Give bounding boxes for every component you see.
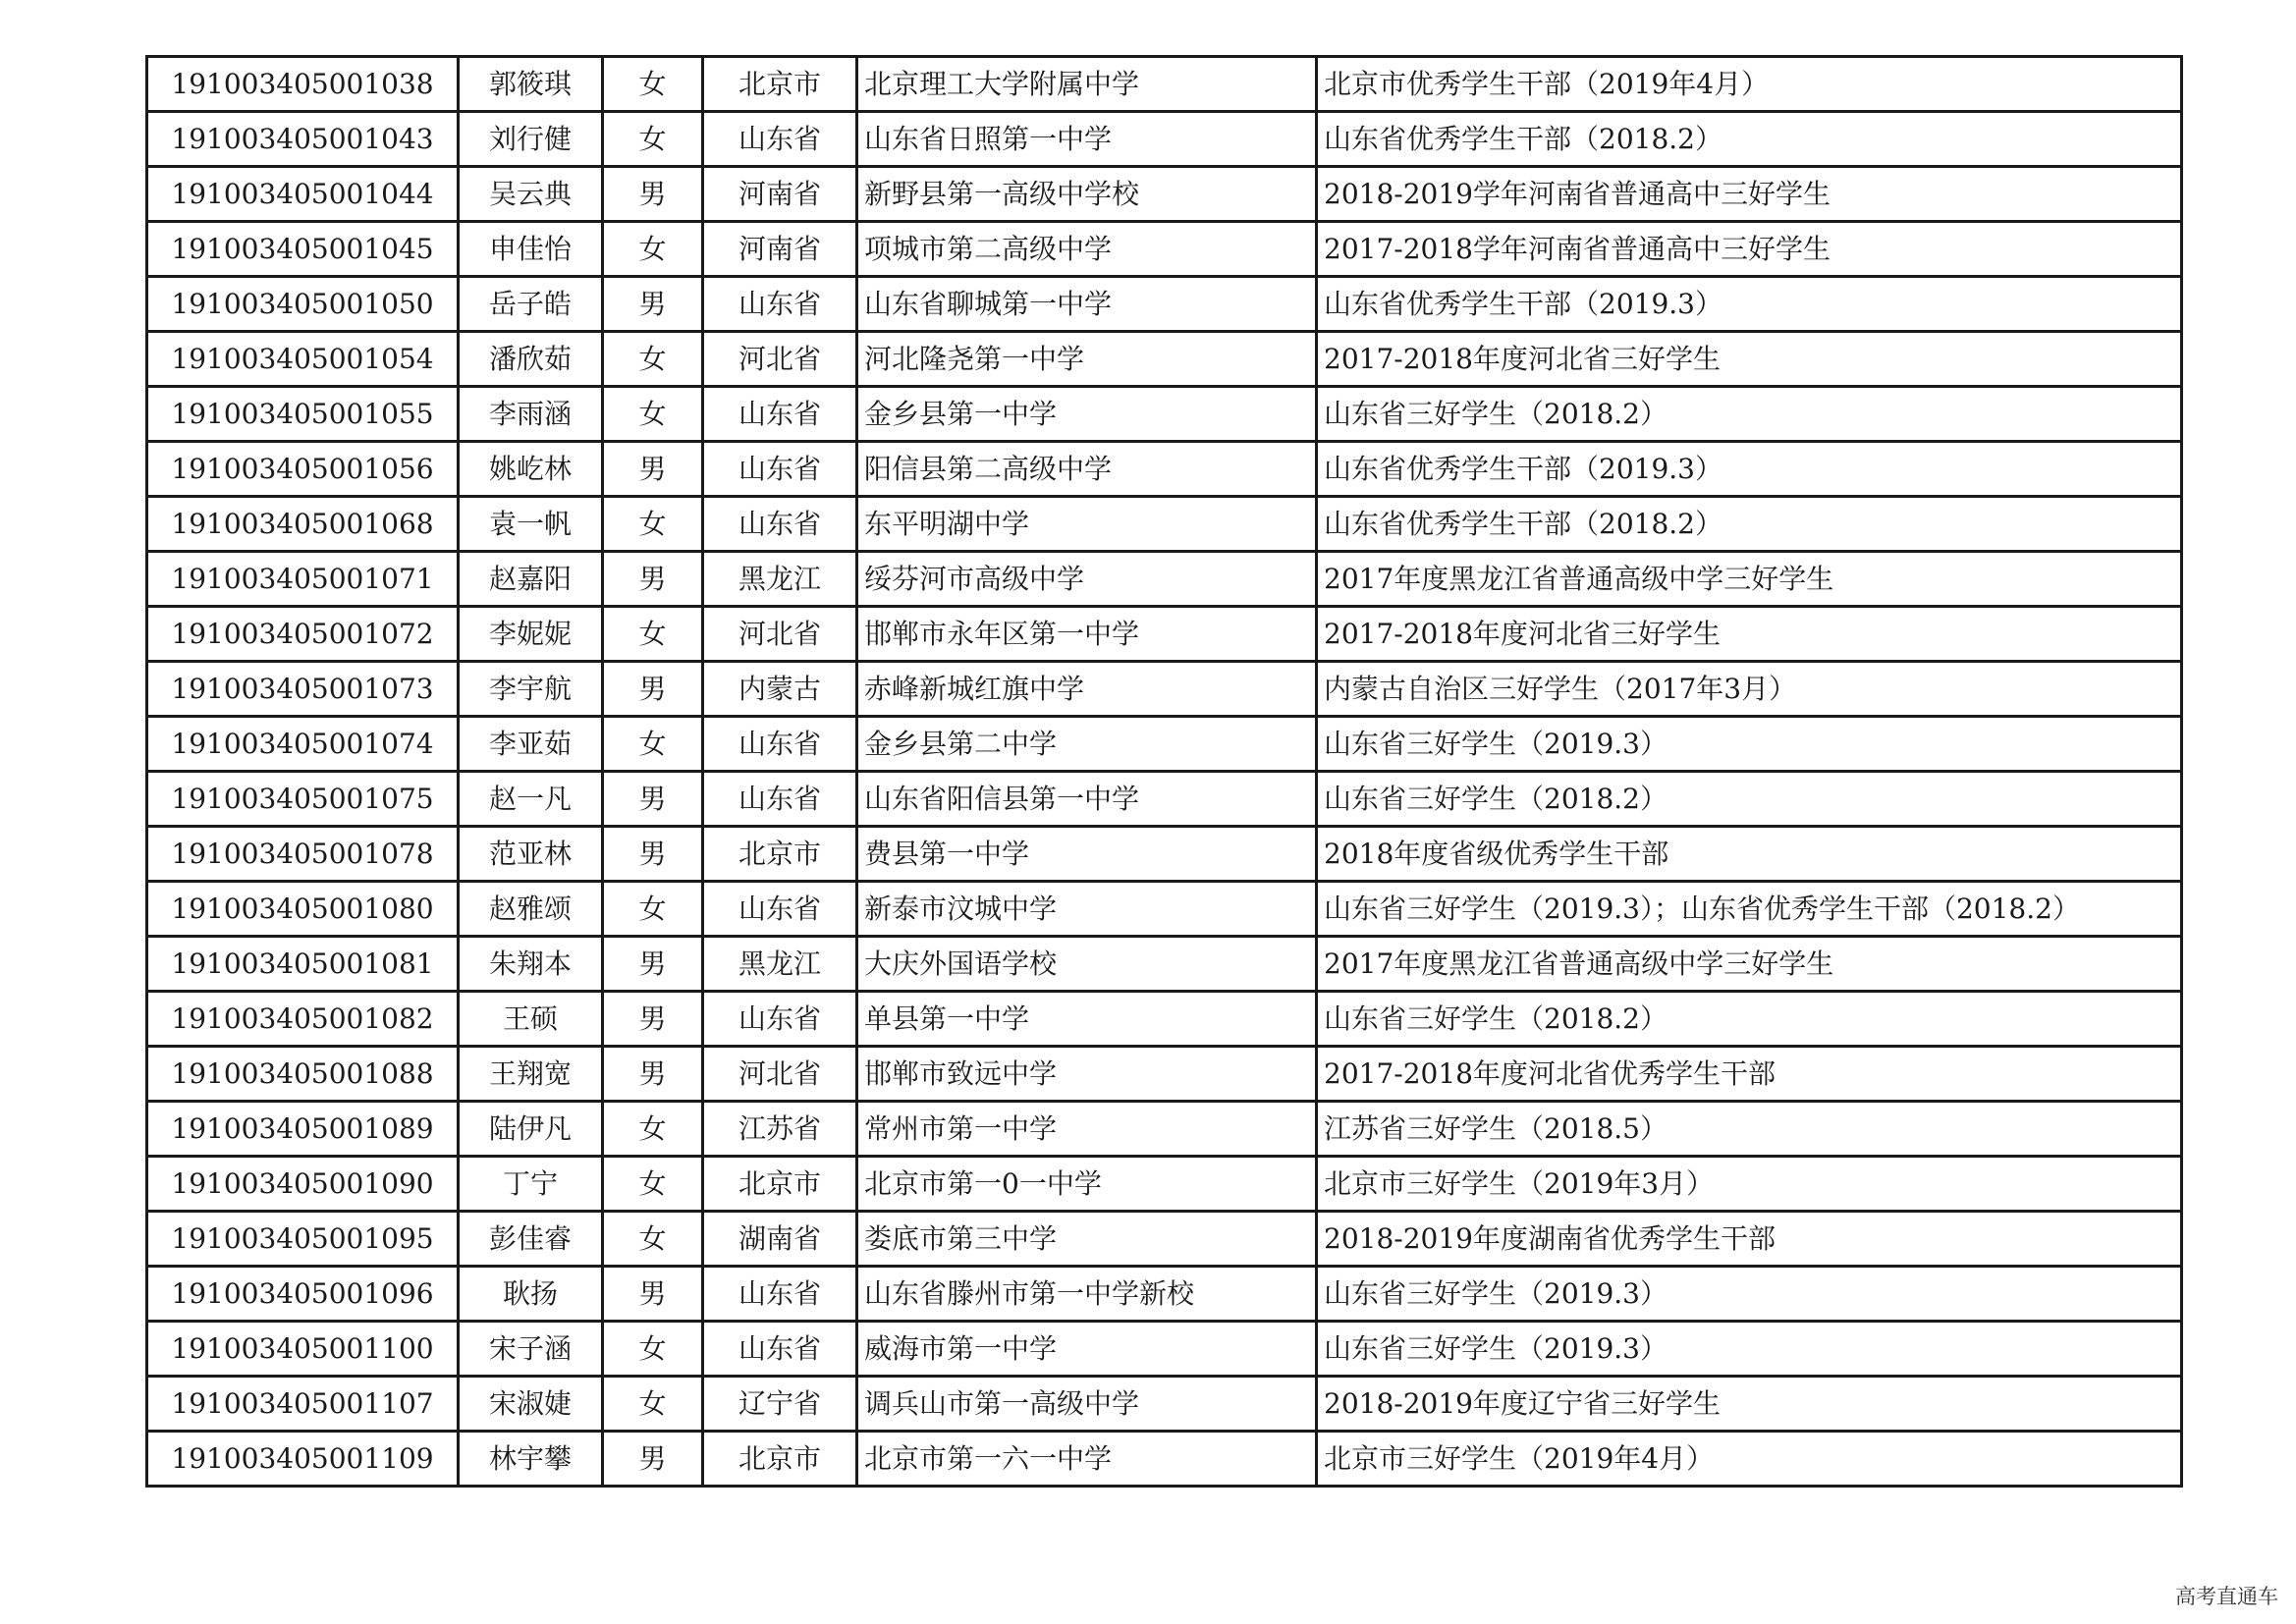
cell-gender: 女 [603,112,703,167]
cell-school: 北京市第一0一中学 [857,1157,1317,1212]
cell-province: 河北省 [703,1047,857,1102]
table-row [147,1377,2182,1432]
cell-honor: 2018-2019年度湖南省优秀学生干部 [1317,1212,2182,1267]
cell-school: 常州市第一中学 [857,1102,1317,1157]
cell-student-name: 彭佳睿 [459,1212,603,1267]
cell-student-id: 191003405001082 [147,992,459,1047]
cell-honor: 山东省三好学生（2019.3） [1317,1322,2182,1377]
cell-province: 山东省 [703,992,857,1047]
table-row [147,1212,2182,1267]
cell-province: 北京市 [703,1432,857,1487]
cell-gender: 男 [603,1432,703,1487]
cell-gender: 男 [603,772,703,827]
cell-province: 山东省 [703,112,857,167]
table-row [147,1047,2182,1102]
cell-student-id: 191003405001078 [147,827,459,882]
cell-gender: 女 [603,882,703,937]
cell-school: 费县第一中学 [857,827,1317,882]
table-row [147,717,2182,772]
table-row [147,1267,2182,1322]
cell-school: 山东省阳信县第一中学 [857,772,1317,827]
cell-province: 湖南省 [703,1212,857,1267]
cell-province: 江苏省 [703,1102,857,1157]
cell-school: 东平明湖中学 [857,497,1317,552]
table-row [147,167,2182,222]
table-row [147,497,2182,552]
cell-school: 大庆外国语学校 [857,937,1317,992]
cell-province: 河南省 [703,167,857,222]
cell-province: 山东省 [703,717,857,772]
table-row [147,772,2182,827]
cell-province: 河北省 [703,607,857,662]
cell-student-name: 吴云典 [459,167,603,222]
cell-honor: 江苏省三好学生（2018.5） [1317,1102,2182,1157]
cell-school: 阳信县第二高级中学 [857,442,1317,497]
cell-province: 山东省 [703,387,857,442]
cell-school: 邯郸市永年区第一中学 [857,607,1317,662]
cell-gender: 男 [603,277,703,332]
cell-student-name: 姚屹林 [459,442,603,497]
table-row [147,442,2182,497]
cell-student-name: 赵雅颂 [459,882,603,937]
cell-honor: 内蒙古自治区三好学生（2017年3月） [1317,662,2182,717]
cell-school: 金乡县第二中学 [857,717,1317,772]
cell-student-id: 191003405001074 [147,717,459,772]
cell-student-id: 191003405001056 [147,442,459,497]
cell-honor: 山东省三好学生（2018.2） [1317,387,2182,442]
cell-student-name: 李妮妮 [459,607,603,662]
cell-student-id: 191003405001088 [147,1047,459,1102]
cell-student-name: 耿扬 [459,1267,603,1322]
cell-school: 新泰市汶城中学 [857,882,1317,937]
cell-student-id: 191003405001107 [147,1377,459,1432]
cell-gender: 女 [603,387,703,442]
student-honor-table-container [145,55,2180,1488]
cell-student-name: 赵一凡 [459,772,603,827]
cell-school: 山东省日照第一中学 [857,112,1317,167]
cell-gender: 女 [603,1377,703,1432]
cell-school: 单县第一中学 [857,992,1317,1047]
cell-student-id: 191003405001095 [147,1212,459,1267]
cell-honor: 2017-2018学年河南省普通高中三好学生 [1317,222,2182,277]
cell-student-id: 191003405001054 [147,332,459,387]
table-row [147,1157,2182,1212]
cell-gender: 女 [603,1157,703,1212]
cell-province: 内蒙古 [703,662,857,717]
table-row [147,552,2182,607]
student-honor-table [145,55,2183,1488]
cell-student-name: 刘行健 [459,112,603,167]
table-row [147,882,2182,937]
cell-province: 山东省 [703,772,857,827]
cell-student-id: 191003405001043 [147,112,459,167]
cell-province: 山东省 [703,497,857,552]
cell-student-name: 林宇攀 [459,1432,603,1487]
cell-gender: 男 [603,552,703,607]
cell-school: 河北隆尧第一中学 [857,332,1317,387]
cell-honor: 山东省三好学生（2018.2） [1317,772,2182,827]
cell-student-id: 191003405001071 [147,552,459,607]
cell-school: 新野县第一高级中学校 [857,167,1317,222]
cell-gender: 男 [603,442,703,497]
watermark-text: 高考直通车 [2175,1585,2278,1608]
cell-province: 山东省 [703,1267,857,1322]
cell-school: 金乡县第一中学 [857,387,1317,442]
cell-student-name: 王翔宽 [459,1047,603,1102]
cell-school: 威海市第一中学 [857,1322,1317,1377]
cell-province: 黑龙江 [703,552,857,607]
cell-school: 项城市第二高级中学 [857,222,1317,277]
cell-honor: 山东省三好学生（2019.3）；山东省优秀学生干部（2018.2） [1317,882,2182,937]
cell-student-id: 191003405001080 [147,882,459,937]
cell-honor: 2017-2018年度河北省三好学生 [1317,332,2182,387]
cell-school: 调兵山市第一高级中学 [857,1377,1317,1432]
cell-honor: 山东省三好学生（2018.2） [1317,992,2182,1047]
table-body [147,57,2182,1487]
cell-honor: 2018-2019学年河南省普通高中三好学生 [1317,167,2182,222]
cell-school: 绥芬河市高级中学 [857,552,1317,607]
cell-gender: 男 [603,1267,703,1322]
table-row [147,607,2182,662]
cell-school: 娄底市第三中学 [857,1212,1317,1267]
cell-honor: 北京市优秀学生干部（2019年4月） [1317,57,2182,112]
cell-gender: 男 [603,937,703,992]
cell-province: 北京市 [703,1157,857,1212]
cell-honor: 2018-2019年度辽宁省三好学生 [1317,1377,2182,1432]
cell-honor: 2017-2018年度河北省优秀学生干部 [1317,1047,2182,1102]
cell-honor: 2017年度黑龙江省普通高级中学三好学生 [1317,552,2182,607]
cell-student-name: 李雨涵 [459,387,603,442]
cell-gender: 女 [603,717,703,772]
table-row [147,992,2182,1047]
cell-student-id: 191003405001044 [147,167,459,222]
cell-student-id: 191003405001100 [147,1322,459,1377]
cell-student-name: 岳子皓 [459,277,603,332]
cell-gender: 女 [603,332,703,387]
cell-gender: 女 [603,1212,703,1267]
table-row [147,277,2182,332]
cell-student-name: 袁一帆 [459,497,603,552]
cell-student-name: 王硕 [459,992,603,1047]
cell-honor: 北京市三好学生（2019年4月） [1317,1432,2182,1487]
cell-school: 北京理工大学附属中学 [857,57,1317,112]
table-row [147,1322,2182,1377]
cell-province: 山东省 [703,277,857,332]
table-row [147,1432,2182,1487]
table-row [147,57,2182,112]
cell-honor: 2017年度黑龙江省普通高级中学三好学生 [1317,937,2182,992]
table-row [147,332,2182,387]
cell-student-id: 191003405001075 [147,772,459,827]
cell-province: 辽宁省 [703,1377,857,1432]
cell-student-name: 宋淑婕 [459,1377,603,1432]
cell-gender: 男 [603,992,703,1047]
cell-student-id: 191003405001068 [147,497,459,552]
table-row [147,222,2182,277]
cell-gender: 男 [603,827,703,882]
cell-honor: 山东省优秀学生干部（2019.3） [1317,442,2182,497]
cell-honor: 北京市三好学生（2019年3月） [1317,1157,2182,1212]
cell-honor: 山东省三好学生（2019.3） [1317,1267,2182,1322]
cell-province: 河北省 [703,332,857,387]
cell-student-id: 191003405001045 [147,222,459,277]
cell-student-id: 191003405001038 [147,57,459,112]
cell-student-name: 丁宁 [459,1157,603,1212]
cell-province: 北京市 [703,827,857,882]
cell-student-name: 陆伊凡 [459,1102,603,1157]
cell-student-id: 191003405001090 [147,1157,459,1212]
cell-gender: 女 [603,222,703,277]
cell-honor: 山东省优秀学生干部（2018.2） [1317,112,2182,167]
cell-school: 邯郸市致远中学 [857,1047,1317,1102]
cell-school: 山东省滕州市第一中学新校 [857,1267,1317,1322]
cell-province: 山东省 [703,1322,857,1377]
table-row [147,827,2182,882]
cell-province: 山东省 [703,882,857,937]
cell-student-id: 191003405001073 [147,662,459,717]
cell-gender: 女 [603,1102,703,1157]
cell-student-id: 191003405001109 [147,1432,459,1487]
cell-gender: 女 [603,57,703,112]
cell-gender: 女 [603,607,703,662]
table-row [147,112,2182,167]
cell-student-name: 赵嘉阳 [459,552,603,607]
cell-school: 赤峰新城红旗中学 [857,662,1317,717]
cell-province: 山东省 [703,442,857,497]
cell-gender: 女 [603,497,703,552]
cell-school: 山东省聊城第一中学 [857,277,1317,332]
table-row [147,662,2182,717]
cell-student-id: 191003405001072 [147,607,459,662]
cell-student-id: 191003405001050 [147,277,459,332]
cell-student-id: 191003405001055 [147,387,459,442]
cell-province: 河南省 [703,222,857,277]
cell-honor: 山东省三好学生（2019.3） [1317,717,2182,772]
cell-student-name: 申佳怡 [459,222,603,277]
cell-gender: 女 [603,1322,703,1377]
cell-school: 北京市第一六一中学 [857,1432,1317,1487]
cell-student-id: 191003405001089 [147,1102,459,1157]
cell-gender: 男 [603,1047,703,1102]
cell-honor: 2018年度省级优秀学生干部 [1317,827,2182,882]
cell-student-name: 朱翔本 [459,937,603,992]
table-row [147,937,2182,992]
cell-student-id: 191003405001081 [147,937,459,992]
cell-student-name: 李亚茹 [459,717,603,772]
cell-gender: 男 [603,167,703,222]
cell-honor: 山东省优秀学生干部（2018.2） [1317,497,2182,552]
cell-student-name: 范亚林 [459,827,603,882]
cell-student-name: 宋子涵 [459,1322,603,1377]
table-row [147,387,2182,442]
table-row [147,1102,2182,1157]
cell-student-name: 郭筱琪 [459,57,603,112]
cell-gender: 男 [603,662,703,717]
cell-province: 北京市 [703,57,857,112]
cell-province: 黑龙江 [703,937,857,992]
cell-honor: 2017-2018年度河北省三好学生 [1317,607,2182,662]
cell-student-id: 191003405001096 [147,1267,459,1322]
cell-student-name: 潘欣茹 [459,332,603,387]
cell-honor: 山东省优秀学生干部（2019.3） [1317,277,2182,332]
cell-student-name: 李宇航 [459,662,603,717]
